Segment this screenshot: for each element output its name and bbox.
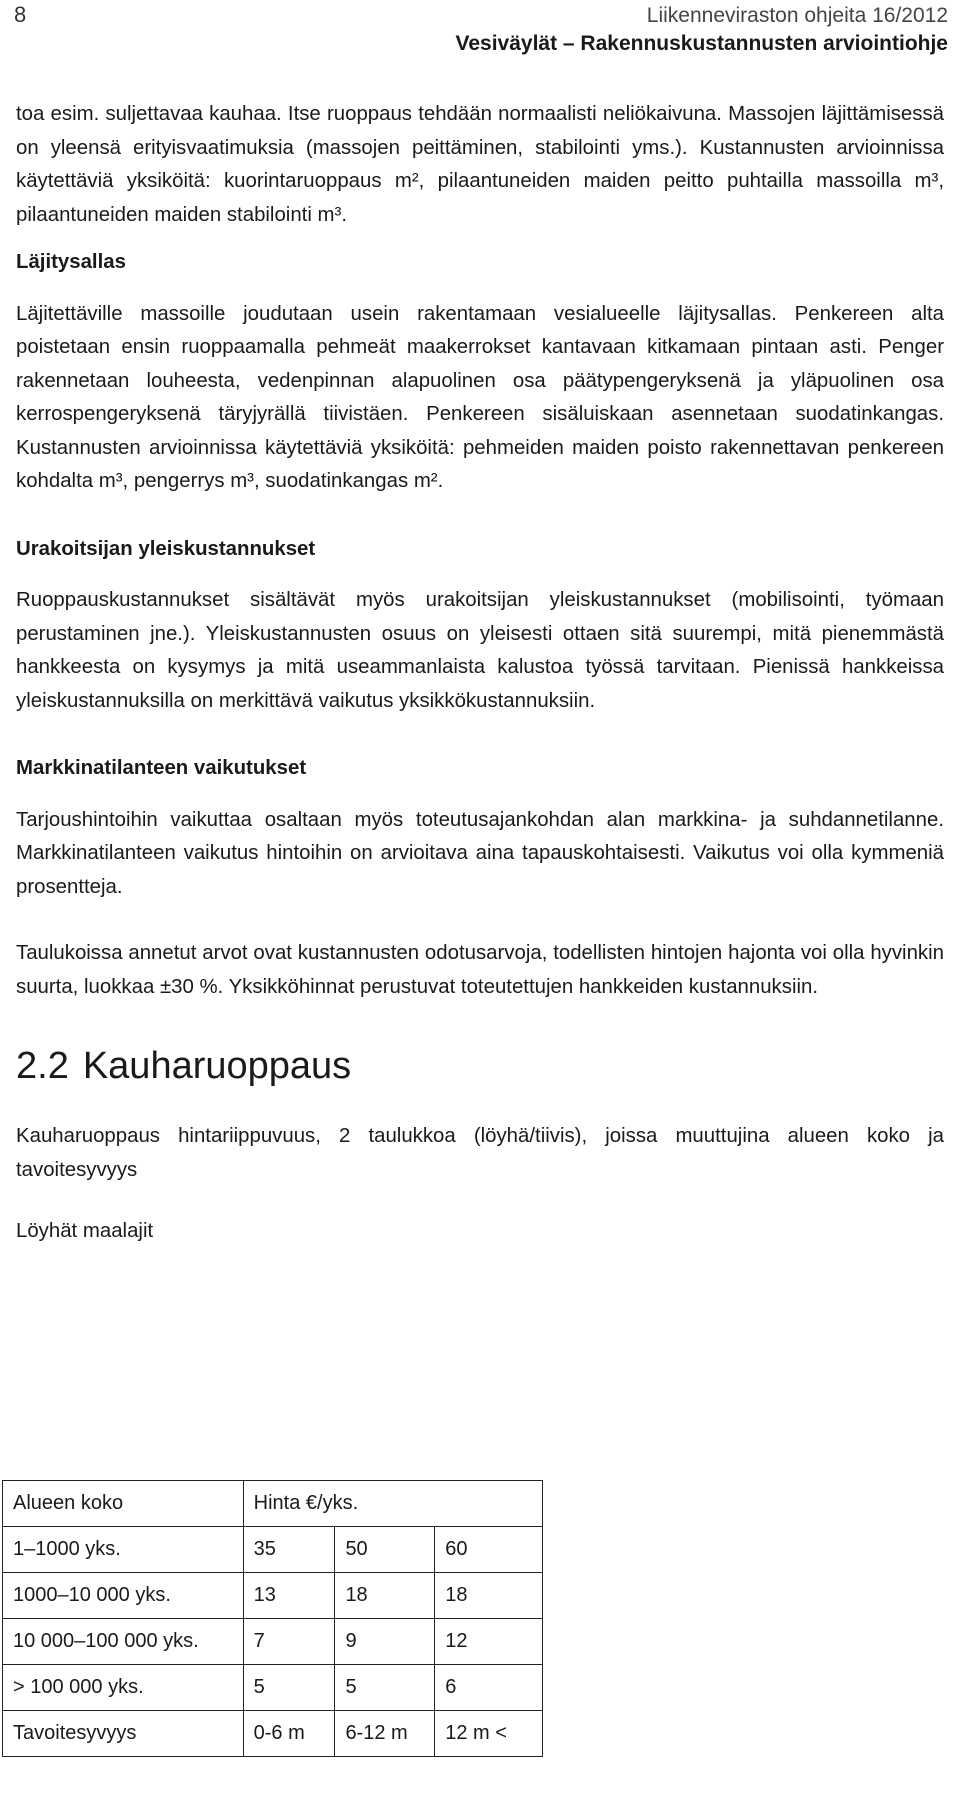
table-cell: 5 [243,1665,335,1711]
intro-paragraph: toa esim. suljettavaa kauhaa. Itse ruoppaus tehdään normaalisti neliökaivuna. Massojen läjittämisessä on yleensä erityisvaatimuksia (massojen peittäminen, stabilointi yms.). Kustannusten arvioinnissa käytettäviä yksiköitä: kuorintaruoppaus m², pilaantuneiden maiden peitto puhtailla massoilla m³, pilaantuneiden maiden stabilointi m³. [16,103,944,226]
table-cell: 12 [435,1619,543,1665]
table-header-row [3,1481,543,1527]
table-cell: 9 [335,1619,435,1665]
publication-title: Vesiväylät – Rakennuskustannusten arviointiohje [455,32,948,55]
table-cell: 35 [243,1527,335,1573]
heading-urakoitsija: Urakoitsijan yleiskustannukset [16,537,316,560]
publication-series: Liikenneviraston ohjeita 16/2012 [646,4,948,27]
table-row [3,1711,543,1757]
table-label: Löyhät maalajit [16,1220,154,1242]
table-cell: 18 [435,1573,543,1619]
table-cell: 60 [435,1527,543,1573]
table-row [3,1665,543,1711]
table-cell: 13 [243,1573,335,1619]
table-cell: 0-6 m [243,1711,335,1757]
urakoitsija-paragraph: Ruoppauskustannukset sisältävät myös urakoitsijan yleiskustannukset (mobilisointi, työmaan perustaminen jne.). Yleiskustannusten osuus on yleisesti ottaen sitä suurempi, mitä pienemmästä hankkeesta on kysymys ja mitä useammanlaista kalustoa työssä tarvitaan. Pienissä hankkeissa yleiskustannuksilla on merkittävä vaikutus yksikkökustannuksiin. [16,589,944,712]
header-cell: Alueen koko [3,1481,244,1527]
table-cell: 1000–10 000 yks. [3,1573,244,1619]
table-cell: 6 [435,1665,543,1711]
table-cell: 18 [335,1573,435,1619]
lajitysallas-paragraph: Läjitettäville massoille joudutaan usein rakentamaan vesialueelle läjitysallas. Penkereen alta poistetaan ensin ruoppaamalla pehmeät maakerrokset kantavaan kitkamaan pintaan asti. Penger rakennetaan louheesta, vedenpinnan alapuolinen osa päätypengeryksenä ja yläpuolinen osa kerrospengeryksenä täryjyrällä tiivistäen. Penkereen sisäluiskaan asennetaan suodatinkangas. Kustannusten arvioinnissa käytettäviä yksiköitä: pehmeiden maiden poisto rakennettavan penkereen kohdalta m³, pengerrys m³, suodatinkangas m². [16,302,944,492]
taulukot-paragraph: Taulukoissa annetut arvot ovat kustannusten odotusarvoja, todellisten hintojen hajonta voi olla hyvinkin suurta, luokkaa ±30 %. Yksikköhinnat perustuvat toteutettujen hankkeiden kustannuksiin. [16,942,944,998]
table-row [3,1527,543,1573]
table-cell: Tavoitesyvyys [3,1711,244,1757]
heading-markkinatilanne: Markkinatilanteen vaikutukset [16,757,307,779]
price-table [2,1480,543,1757]
section-heading [16,1044,944,1088]
table-row [3,1573,543,1619]
section-intro: Kauharuoppaus hintariippuvuus, 2 taulukkoa (löyhä/tiivis), joissa muuttujina alueen koko ja tavoitesyvyys [16,1125,944,1181]
markkinatilanne-paragraph: Tarjoushintoihin vaikuttaa osaltaan myös toteutusajankohdan alan markkina- ja suhdannetilanne. Markkinatilanteen vaikutus hintoihin on arvioitava aina tapauskohtaisesti. Vaikutus voi olla kymmeniä prosentteja. [16,808,944,898]
table-cell: 6-12 m [335,1711,435,1757]
table-cell: 5 [335,1665,435,1711]
page-header [0,0,960,70]
table-cell: 10 000–100 000 yks. [3,1619,244,1665]
table-cell: 12 m < [435,1711,543,1757]
header-cell: Hinta €/yks. [243,1481,542,1527]
section-title: Kauharuoppaus [82,1045,352,1087]
table-cell: 50 [335,1527,435,1573]
section-number: 2.2 [16,1045,69,1087]
table-row [3,1619,543,1665]
header-titles [455,2,948,58]
page-body [16,98,944,1249]
table-cell: 7 [243,1619,335,1665]
page-number: 8 [14,2,27,27]
heading-lajitysallas: Läjitysallas [16,251,126,273]
table-cell: > 100 000 yks. [3,1665,244,1711]
table-cell: 1–1000 yks. [3,1527,244,1573]
